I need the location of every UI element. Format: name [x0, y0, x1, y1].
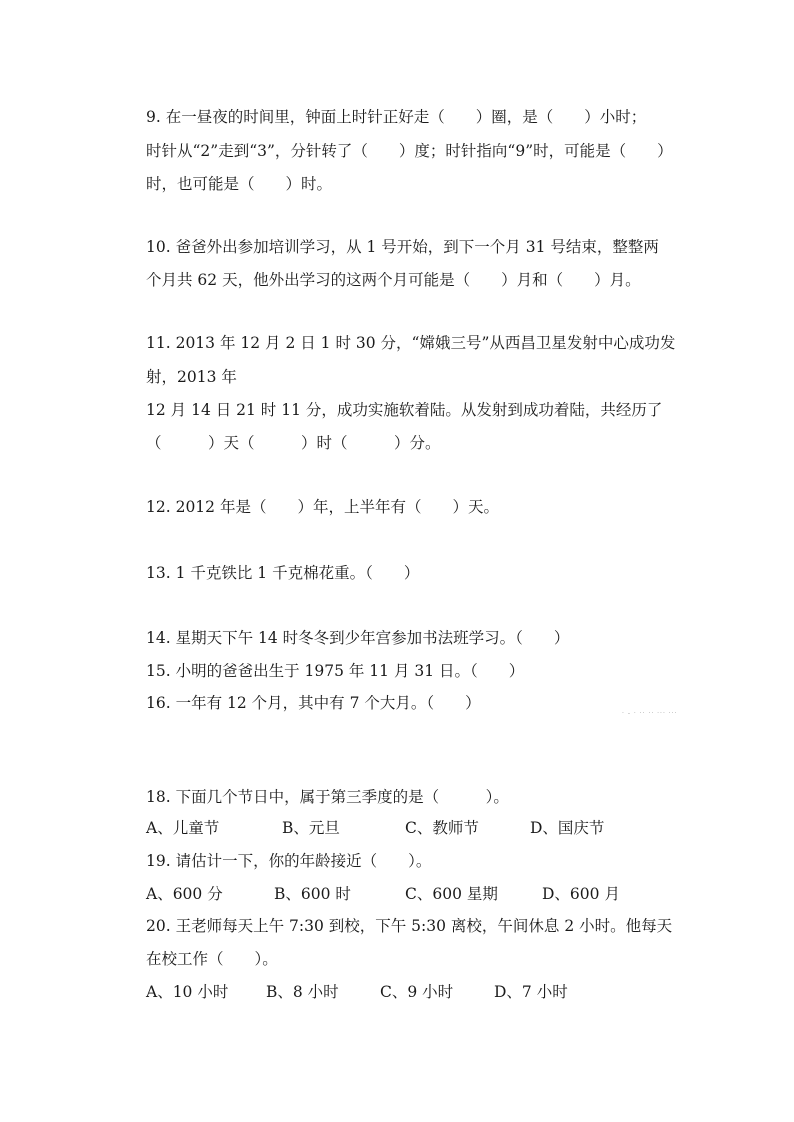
- q19-option-a: A、600 分: [146, 885, 223, 903]
- q16-line1: 16. 一年有 12 个月，其中有 7 个大月。（ ）: [146, 694, 481, 712]
- q13-line1: 13. 1 千克铁比 1 千克棉花重。（ ）: [146, 564, 420, 582]
- q19-options: [146, 883, 706, 905]
- q10-line1: 10. 爸爸外出参加培训学习，从 1 号开始，到下一个月 31 号结束，整整两: [146, 238, 659, 256]
- q19-option-c: C、600 星期: [405, 885, 498, 903]
- q20-option-d: D、7 小时: [494, 983, 568, 1001]
- q9-line1: 9. 在一昼夜的时间里，钟面上时针正好走（ ）圈，是（ ）小时；: [146, 108, 647, 126]
- q19-option-d: D、600 月: [542, 885, 620, 903]
- q20-option-c: C、9 小时: [380, 983, 454, 1001]
- q14-line1: 14. 星期天下午 14 时冬冬到少年宫参加书法班学习。（ ）: [146, 629, 570, 647]
- q20-line2: 在校工作（ ）。: [146, 950, 278, 968]
- q15-line1: 15. 小明的爸爸出生于 1975 年 11 月 31 日。（ ）: [146, 662, 525, 680]
- q19-option-b: B、600 时: [274, 885, 351, 903]
- q11-line4: （ ）天（ ）时（ ）分。: [146, 434, 441, 452]
- q18-option-d: D、国庆节: [530, 819, 605, 837]
- q18-option-b: B、元旦: [282, 819, 340, 837]
- q18-options: [146, 817, 706, 839]
- q9-line2: 时针从“2”走到“3”，分针转了（ ）度；时针指向“9”时，可能是（ ）: [146, 142, 673, 160]
- q18-line1: 18. 下面几个节日中，属于第三季度的是（ ）。: [146, 788, 509, 806]
- q11-line2: 射，2013 年: [146, 368, 237, 386]
- q20-option-a: A、10 小时: [146, 983, 229, 1001]
- q9-line3: 时，也可能是（ ）时。: [146, 175, 333, 193]
- q10-line2: 个月共 62 天，他外出学习的这两个月可能是（ ）月和（ ）月。: [146, 271, 641, 289]
- q12-line1: 12. 2012 年是（ ）年，上半年有（ ）天。: [146, 498, 499, 516]
- q20-options: [146, 981, 706, 1003]
- q20-option-b: B、8 小时: [266, 983, 339, 1001]
- q11-line1: 11. 2013 年 12 月 2 日 1 时 30 分，“嫦娥三号”从西昌卫星发射中心成功发: [146, 334, 676, 352]
- q18-option-c: C、教师节: [405, 819, 479, 837]
- q11-line3: 12 月 14 日 21 时 11 分，成功实施软着陆。从发射到成功着陆，共经历了: [146, 401, 663, 419]
- q19-line1: 19. 请估计一下，你的年龄接近（ ）。: [146, 852, 432, 870]
- q18-option-a: A、儿童节: [146, 819, 220, 837]
- faint-watermark: · - · ·· ·· ··· ···: [622, 710, 678, 717]
- q20-line1: 20. 王老师每天上午 7:30 到校，下午 5:30 离校，午间休息 2 小时。他每天: [146, 917, 673, 935]
